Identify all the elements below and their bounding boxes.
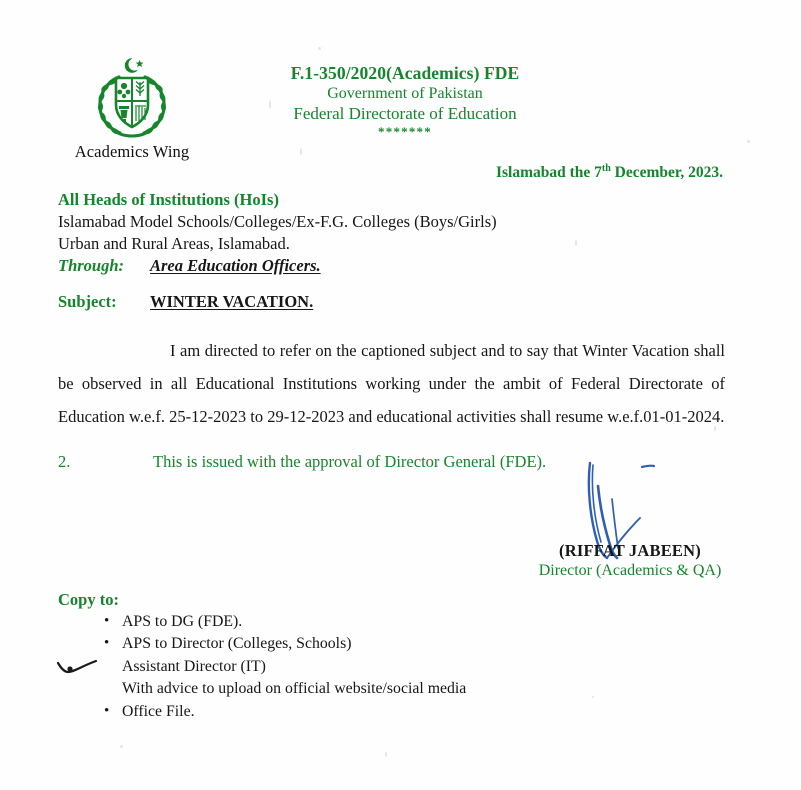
body-paragraph-2 (58, 452, 738, 472)
copy-to-title: Copy to: (58, 590, 119, 609)
copy-to-list (58, 611, 578, 723)
date-ordinal-suffix: th (601, 163, 611, 174)
scan-speck (269, 100, 271, 109)
addressee-line-2: Islamabad Model Schools/Colleges/Ex-F.G. Colleges (Boys/Girls) (58, 211, 497, 231)
handwritten-check-mark-icon (56, 657, 102, 675)
addressee-block (58, 189, 497, 255)
scan-speck (318, 47, 321, 50)
scan-speck (300, 148, 302, 155)
signatory-title: Director (Academics & QA) (538, 562, 722, 580)
bullet-icon: • (104, 613, 110, 629)
copy-to-section (58, 590, 578, 723)
through-label: Through: (58, 256, 125, 275)
document-header (0, 55, 801, 170)
subject-row (58, 292, 313, 312)
scan-speck (714, 426, 716, 431)
signature-block (500, 540, 760, 582)
paragraph-2-text: This is issued with the approval of Director General (FDE). (153, 452, 547, 471)
addressee-line-1: All Heads of Institutions (HoIs) (58, 190, 279, 209)
scan-speck (592, 696, 594, 698)
paragraph-2-number: 2. (58, 452, 71, 471)
scan-speck (385, 752, 387, 757)
list-item-label: Office File. (122, 702, 195, 720)
asterisk-separator: ******* (378, 123, 432, 139)
date-line (496, 163, 723, 182)
list-item-label: Assistant Director (IT) (122, 657, 266, 675)
signatory-name: (RIFFAT JABEEN) (559, 541, 701, 560)
pakistan-state-emblem-icon (86, 55, 178, 141)
list-item-label: APS to Director (Colleges, Schools) (122, 635, 352, 653)
list-item (104, 656, 578, 678)
list-item (104, 701, 578, 723)
through-value: Area Education Officers. (150, 256, 321, 275)
scan-speck (575, 240, 577, 246)
emblem-caption: Academics Wing (74, 142, 190, 161)
list-item-label: APS to DG (FDE). (122, 613, 243, 630)
list-item-note (104, 678, 578, 700)
list-item (104, 611, 578, 633)
subject-value: WINTER VACATION. (150, 292, 314, 311)
date-prefix: Islamabad the 7 (495, 164, 602, 182)
header-text-block (215, 63, 595, 139)
file-number: F.1-350/2020(Academics) FDE (290, 63, 520, 83)
bullet-icon: • (104, 635, 110, 652)
list-item (104, 633, 578, 655)
subject-label: Subject: (58, 292, 117, 311)
addressee-line-3: Urban and Rural Areas, Islamabad. (58, 233, 290, 253)
scan-speck (120, 745, 123, 748)
through-row (58, 256, 321, 276)
bullet-icon: • (104, 702, 110, 719)
government-line: Government of Pakistan (327, 85, 483, 103)
scan-speck (747, 140, 750, 143)
body-paragraph-1: I am directed to refer on the captioned subject and to say that Winter Vacation shall be observed in all Educational Institutions working under the ambit of Federal Directorate of Education w.e.f. 25-12-2023 to 29-12-2023 and educational activities shall resume w.e.f.01-01-2024. (58, 341, 725, 426)
copy-to-note: With advice to upload on official website/social media (122, 680, 467, 698)
date-suffix: December, 2023. (610, 164, 723, 182)
emblem-block (62, 55, 202, 162)
directorate-line: Federal Directorate of Education (293, 103, 517, 123)
